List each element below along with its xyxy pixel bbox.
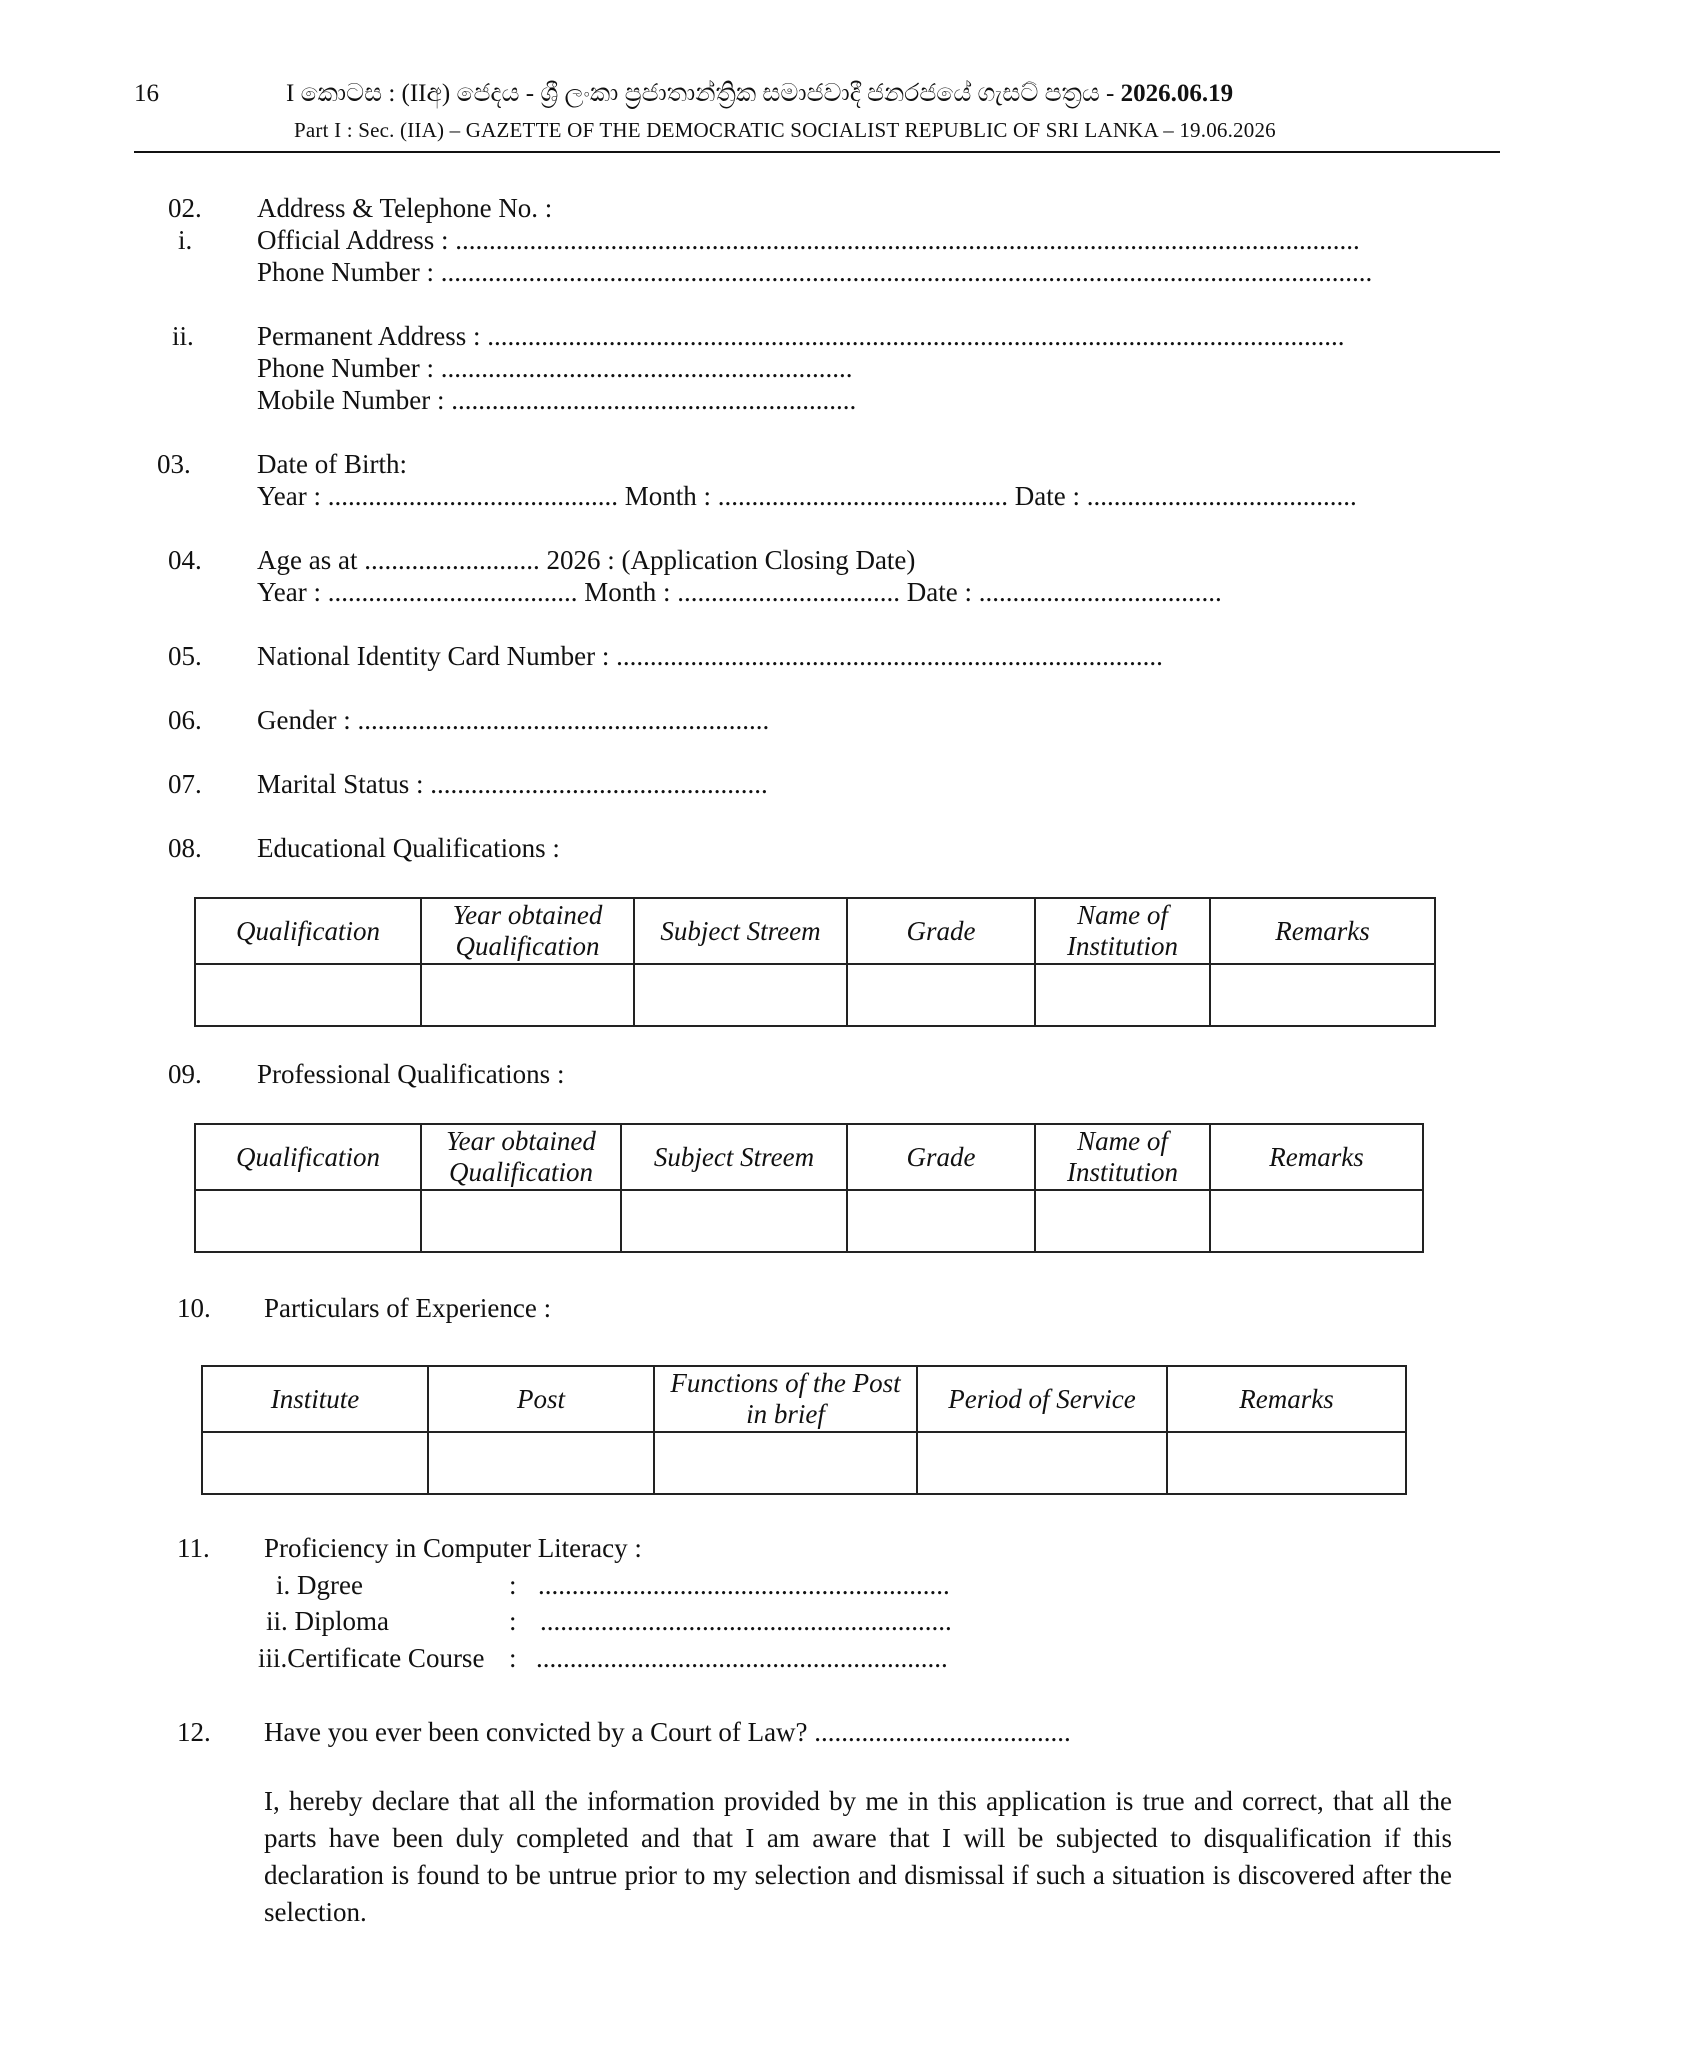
diploma-colon: : (509, 1606, 517, 1636)
table-cell[interactable] (428, 1432, 654, 1494)
header-cell: Year obtained Qualification (421, 1124, 621, 1190)
table-header-row (195, 898, 1435, 964)
table-cell[interactable] (195, 1190, 421, 1252)
diploma-label: ii. Diploma (266, 1606, 389, 1636)
official-address-field[interactable]: Official Address : ...................................................................................................................................... (257, 225, 1360, 255)
certificate-course-field[interactable]: ............................................................. (536, 1643, 948, 1673)
header-sinhala (286, 80, 1233, 108)
table-cell[interactable] (847, 964, 1035, 1026)
table-cell[interactable] (621, 1190, 847, 1252)
table-cell[interactable] (1210, 1190, 1423, 1252)
header-cell: Subject Streem (634, 898, 847, 964)
table-cell[interactable] (634, 964, 847, 1026)
section-04-number: 04. (168, 545, 202, 575)
header-cell: Post (428, 1366, 654, 1432)
table-cell[interactable] (1035, 964, 1210, 1026)
section-09-number: 09. (168, 1059, 202, 1089)
gender-field[interactable]: Gender : ............................................................. (257, 705, 770, 735)
permanent-phone-field[interactable]: Phone Number : ............................................................. (257, 353, 853, 383)
date-of-birth-field[interactable]: Year : ........................................... Month : ........................................... Date : ........................................ (257, 481, 1357, 511)
certificate-course-colon: : (509, 1643, 517, 1673)
header-cell: Grade (847, 1124, 1035, 1190)
table-cell[interactable] (1167, 1432, 1406, 1494)
diploma-field[interactable]: ............................................................. (540, 1606, 952, 1636)
table-cell[interactable] (917, 1432, 1167, 1494)
section-12-number: 12. (177, 1717, 211, 1747)
computer-literacy-title: Proficiency in Computer Literacy : (264, 1533, 642, 1563)
degree-field[interactable]: ............................................................. (538, 1570, 950, 1600)
table-cell[interactable] (1210, 964, 1435, 1026)
experience-table (201, 1365, 1407, 1495)
nic-number-field[interactable]: National Identity Card Number : ................................................................................. (257, 641, 1163, 671)
table-cell[interactable] (421, 964, 634, 1026)
table-row (202, 1432, 1406, 1494)
mobile-number-field[interactable]: Mobile Number : ............................................................ (257, 385, 857, 415)
section-08-number: 08. (168, 833, 202, 863)
section-10-number: 10. (177, 1293, 211, 1323)
degree-colon: : (509, 1570, 517, 1600)
header-cell: Period of Service (917, 1366, 1167, 1432)
section-11-number: 11. (177, 1533, 210, 1563)
table-row (195, 1190, 1423, 1252)
certificate-course-label: iii.Certificate Course (258, 1643, 485, 1673)
table-cell[interactable] (847, 1190, 1035, 1252)
header-cell: Grade (847, 898, 1035, 964)
header-cell: Name of Institution (1035, 1124, 1210, 1190)
official-phone-field[interactable]: Phone Number : .......................................................................................................................................... (257, 257, 1373, 287)
table-header-row (195, 1124, 1423, 1190)
age-as-at-title[interactable]: Age as at .......................... 2026 : (Application Closing Date) (257, 545, 916, 575)
section-06-number: 06. (168, 705, 202, 735)
header-cell: Year obtained Qualification (421, 898, 634, 964)
section-02-number: 02. (168, 193, 202, 223)
subsection-i-number: i. (178, 225, 193, 255)
professional-qualifications-table (194, 1123, 1424, 1253)
permanent-address-field[interactable]: Permanent Address : ............................................................................................................................... (257, 321, 1345, 351)
date-of-birth-title: Date of Birth: (257, 449, 407, 479)
age-field[interactable]: Year : ..................................... Month : ................................. Date : .................................... (257, 577, 1222, 607)
educational-qualifications-table (194, 897, 1436, 1027)
section-02-title: Address & Telephone No. : (257, 193, 553, 223)
page-number: 16 (134, 80, 159, 107)
section-05-number: 05. (168, 641, 202, 671)
section-03-number: 03. (157, 449, 191, 479)
degree-label: i. Dgree (276, 1570, 363, 1600)
header-cell: Subject Streem (621, 1124, 847, 1190)
table-cell[interactable] (195, 964, 421, 1026)
educational-qualifications-title: Educational Qualifications : (257, 833, 560, 863)
header-sinhala-text: I කොටස : (IIඅ) ජෙදය - ශ්‍රී ලංකා ප්‍රජාතාන්ත්‍රික සමාජවාදී ජනරජයේ ගැසට් පත්‍රය - (286, 80, 1115, 107)
table-cell[interactable] (202, 1432, 428, 1494)
table-row (195, 964, 1435, 1026)
professional-qualifications-title: Professional Qualifications : (257, 1059, 565, 1089)
header-cell: Remarks (1210, 1124, 1423, 1190)
header-cell: Functions of the Post in brief (654, 1366, 917, 1432)
header-cell: Qualification (195, 1124, 421, 1190)
table-cell[interactable] (1035, 1190, 1210, 1252)
header-cell: Remarks (1210, 898, 1435, 964)
header-english: Part I : Sec. (IIA) – GAZETTE OF THE DEMOCRATIC SOCIALIST REPUBLIC OF SRI LANKA – 19.06.2026 (294, 118, 1276, 142)
experience-title: Particulars of Experience : (264, 1293, 552, 1323)
header-sinhala-date: 2026.06.19 (1120, 80, 1234, 107)
header-cell: Qualification (195, 898, 421, 964)
marital-status-field[interactable]: Marital Status : .................................................. (257, 769, 768, 799)
header-cell: Remarks (1167, 1366, 1406, 1432)
header-cell: Institute (202, 1366, 428, 1432)
header-rule (134, 151, 1500, 153)
declaration-paragraph: I, hereby declare that all the information provided by me in this application is true and correct, that all the parts have been duly completed and that I am aware that I will be subjected to disqualification if this declaration is found to be untrue prior to my selection and dismissal if such a situation is discovered after the selection. (264, 1786, 1452, 1927)
header-cell: Name of Institution (1035, 898, 1210, 964)
section-07-number: 07. (168, 769, 202, 799)
table-cell[interactable] (654, 1432, 917, 1494)
subsection-ii-number: ii. (172, 321, 194, 351)
table-cell[interactable] (421, 1190, 621, 1252)
table-header-row (202, 1366, 1406, 1432)
conviction-question-field[interactable]: Have you ever been convicted by a Court of Law? ...................................... (264, 1717, 1071, 1747)
